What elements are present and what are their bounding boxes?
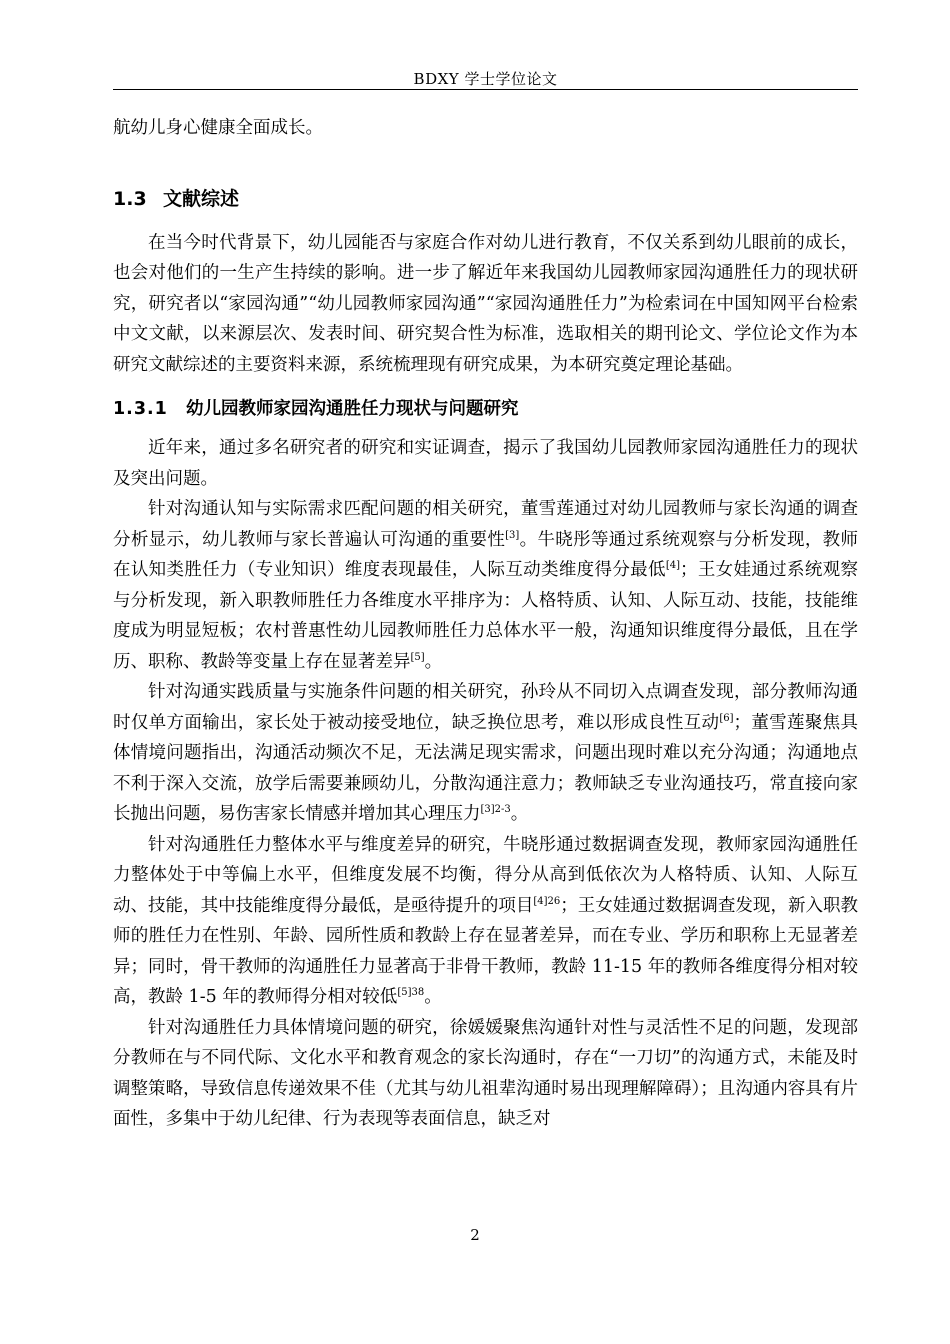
citation: [4]26 — [533, 895, 561, 907]
paragraph-situations: 针对沟通胜任力具体情境问题的研究，徐媛媛聚焦沟通针对性与灵活性不足的问题，发现部分教师在与不同代际、文化水平和教育观念的家长沟通时，存在“一刀切”的沟通方式，未能及时调整策略，导致信息传递效果不佳（尤其与幼儿祖辈沟通时易出现理解障碍）；且沟通内容具有片面性，多集中于幼儿纪律、行为表现等表面信息，缺乏对 — [113, 1017, 858, 1129]
subsection-title: 幼儿园教师家园沟通胜任力现状与问题研究 — [186, 399, 519, 419]
section-number: 1.3 — [113, 187, 147, 210]
citation: [3]2-3 — [480, 804, 511, 815]
text-run: 针对沟通认知与实际需求匹配问题的相关研究，董雪莲通过对幼儿园教师与家长沟通的调查分析显示，幼儿教师与家长普遍认可沟通的重要性 — [113, 499, 858, 550]
citation: [3] — [505, 529, 520, 541]
text-run: 。 — [424, 987, 442, 1007]
citation: [6] — [719, 712, 734, 724]
text-run: ；董雪莲聚焦具体情境问题指出，沟通活动频次不足，无法满足现实需求，问题出现时难以充分沟通；沟通地点不利于深入交流，放学后需要兼顾幼儿，分散沟通注意力；教师缺乏专业沟通技巧，常直接向家长抛出问题，易伤害家长情感并增加其心理压力 — [113, 712, 858, 824]
text-run: 针对沟通实践质量与实施条件问题的相关研究，孙玲从不同切入点调查发现，部分教师沟通时仅单方面输出，家长处于被动接受地位，缺乏换位思考，难以形成良性互动 — [113, 682, 858, 733]
paragraph-dimensions — [113, 830, 858, 1013]
continuation-paragraph: 航幼儿身心健康全面成长。 — [113, 118, 323, 138]
text-run: 。牛晓彤等通过系统观察与分析发现，教师在认知类胜任力（专业知识）维度表现最佳，人际互动类维度得分最低 — [113, 529, 859, 580]
text-run: 。 — [510, 804, 529, 824]
text-run: 。 — [424, 651, 443, 672]
paragraph-cognition — [113, 494, 858, 677]
citation: [5] — [410, 651, 425, 663]
text-run: 针对沟通胜任力整体水平与维度差异的研究，牛晓彤通过数据调查发现，教师家园沟通胜任力整体处于中等偏上水平，但维度发展不均衡，得分从高到低依次为人格特质、认知、人际互动、技能，其中技能维度得分最低，是亟待提升的项目 — [113, 834, 858, 916]
page-number: 2 — [470, 1226, 480, 1244]
subsection-heading — [113, 394, 858, 424]
text-run: ；王女娃通过系统观察与分析发现，新入职教师胜任力各维度水平排序为：人格特质、认知、人际互动、技能，技能维度成为明显短板；农村普惠性幼儿园教师胜任力总体水平一般，沟通知识维度得分最低，且在学历、职称、教龄等变量上存在显著差异 — [113, 560, 858, 672]
citation: [4] — [665, 560, 680, 571]
paragraph-overview: 近年来，通过多名研究者的研究和实证调查，揭示了我国幼儿园教师家园沟通胜任力的现状及突出问题。 — [113, 438, 858, 489]
running-header: BDXY 学士学位论文 — [413, 70, 558, 88]
section-heading — [113, 184, 858, 214]
section-title: 文献综述 — [163, 187, 240, 210]
intro-paragraph: 在当今时代背景下，幼儿园能否与家庭合作对幼儿进行教育，不仅关系到幼儿眼前的成长，也会对他们的一生产生持续的影响。进一步了解近年来我国幼儿园教师家园沟通胜任力的现状研究，研究者以“家园沟通”“幼儿园教师家园沟通”“家园沟通胜任力”为检索词在中国知网平台检索中文文献，以来源层次、发表时间、研究契合性为标准，选取相关的期刊论文、学位论文作为本研究文献综述的主要资料来源，系统梳理现有研究成果，为本研究奠定理论基础。 — [113, 232, 858, 375]
paragraph-practice — [113, 677, 858, 830]
text-run: ；王女娃通过数据调查发现，新入职教师的胜任力在性别、年龄、园所性质和教龄上存在显著差异，而在专业、学历和职称上无显著差异；同时，骨干教师的沟通胜任力显著高于非骨干教师，教龄 11-15 年的教师各维度得分相对较高，教龄 1-5 年的教师得分相对较低 — [113, 895, 859, 1007]
header-rule — [113, 89, 858, 90]
citation: [5]38 — [397, 987, 425, 998]
page-content — [113, 113, 858, 1135]
subsection-number: 1.3.1 — [113, 399, 168, 419]
